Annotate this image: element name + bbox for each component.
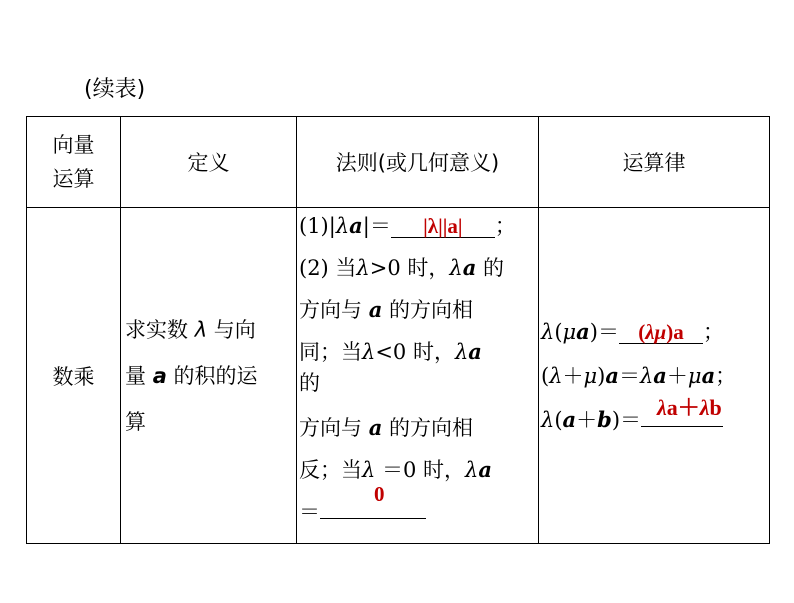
scalar-mult-row [27,208,770,544]
rule-line-1: (1)|λa|＝ |λ||a| ； [299,213,516,238]
rule-cell [297,208,539,544]
operation-name: 数乘 [27,208,121,544]
header-rule: 法则(或几何意义) [297,117,539,208]
law-distributive-2: λ(a＋b)＝ λa＋λb [541,398,769,442]
law-cell [539,208,770,544]
rule-line-5: 的 [299,371,320,395]
answer-distrib: λa＋λb [657,394,722,420]
header-row [27,117,770,208]
rule-line-2: (2) 当λ>0 时，λa 的 [299,255,504,280]
answer-assoc: (λμ)a [638,319,684,344]
definition-cell [121,208,297,544]
table-caption: (续表) [84,77,146,102]
law-associative: λ(μa)＝ (λμ)a ； [541,318,724,344]
answer-abs: |λ||a| [423,214,463,238]
rule-line-6: 方向与 a 的方向相 [299,415,473,440]
header-law: 运算律 [539,117,770,208]
rule-line-7: 反；当λ ＝0 时，λa 0 [299,452,538,494]
rule-line-4: 同；当λ<0 时，λa [299,339,482,364]
header-operation-line1: 向量 [52,133,95,157]
header-definition: 定义 [121,117,297,208]
vector-operation-table [26,116,770,544]
rule-line-3: 方向与 a 的方向相 [299,297,473,322]
header-operation [27,117,121,208]
header-operation-line2: 运算 [52,167,95,191]
rule-line-8: ＝ [299,494,538,536]
definition-text: 求实数 λ 与向 量 a 的积的运 算 [125,317,258,434]
law-distributive-1: (λ＋μ)a＝λa＋μa； [541,362,737,388]
answer-zero: 0 [374,482,385,506]
